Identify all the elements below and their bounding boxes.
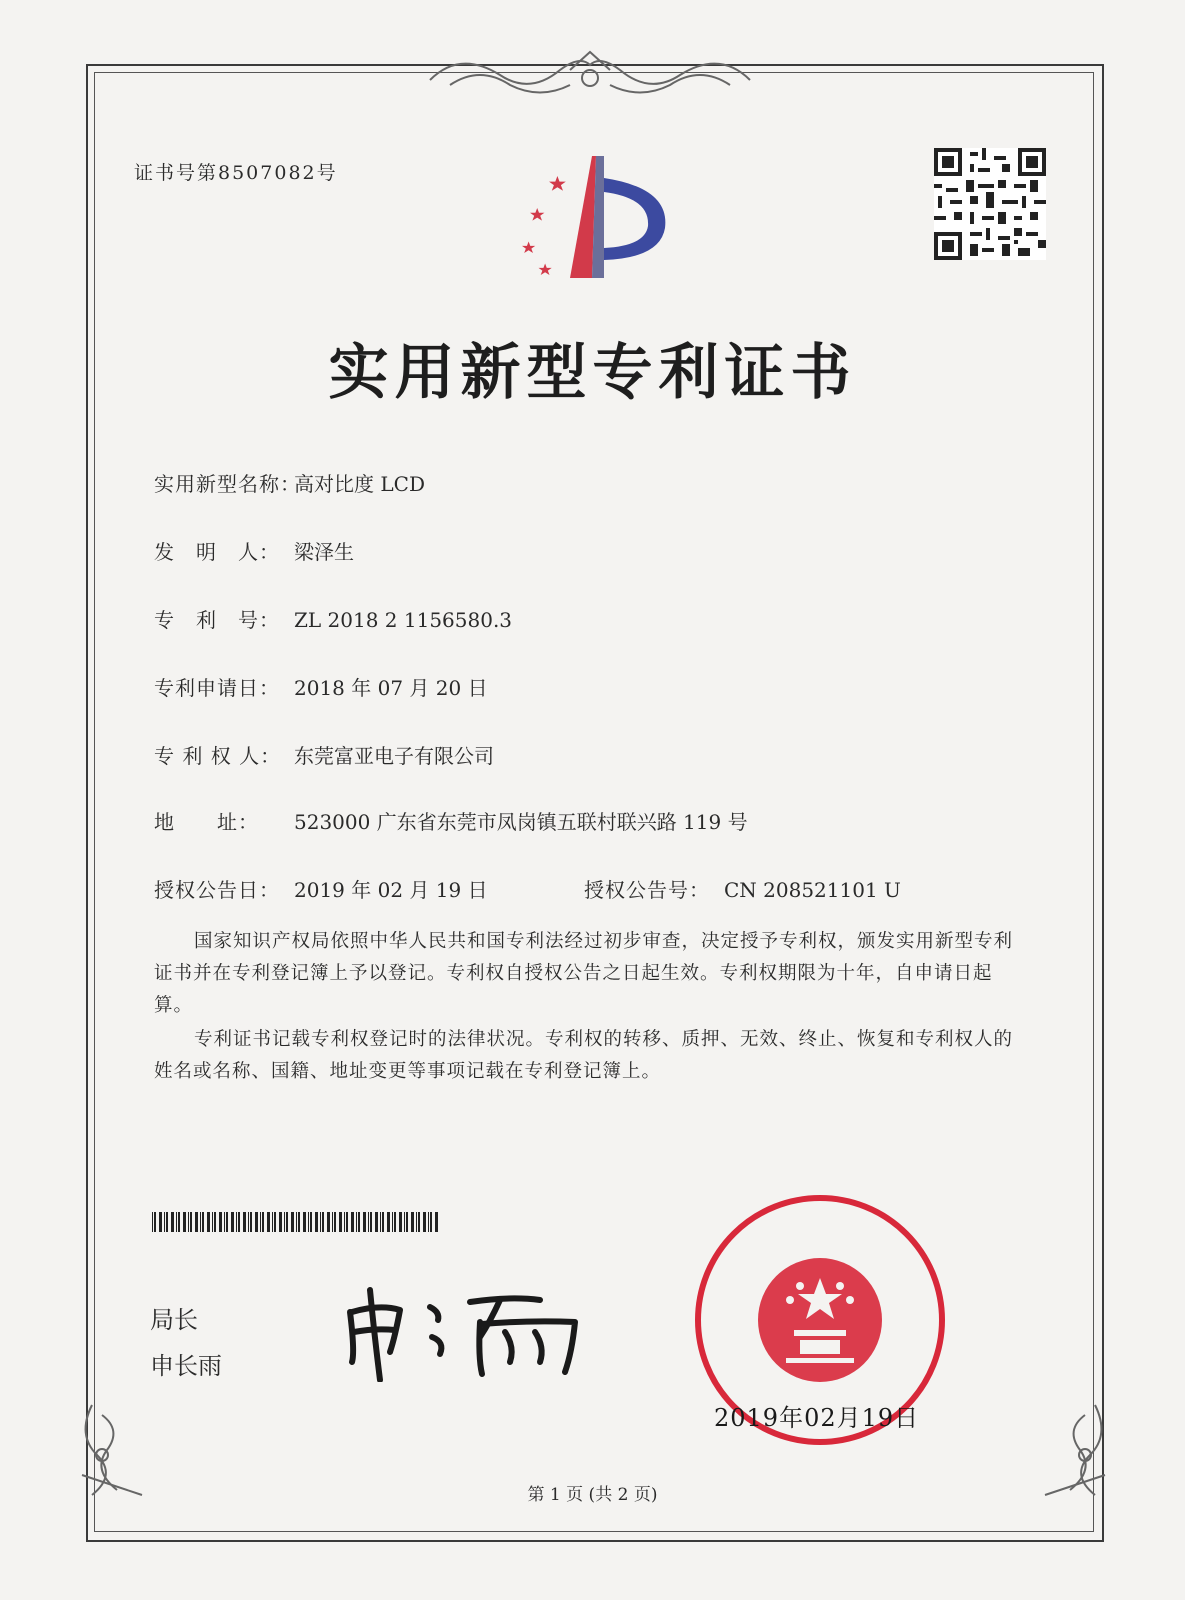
field-grant-number	[584, 874, 901, 903]
handwritten-signature	[340, 1282, 590, 1382]
barcode-bar	[363, 1212, 366, 1232]
barcode-bar	[195, 1212, 198, 1232]
barcode-bar	[286, 1212, 288, 1232]
barcode-bar	[298, 1212, 300, 1232]
barcode-bar	[344, 1212, 345, 1232]
barcode-bar	[171, 1212, 174, 1232]
barcode-bar	[164, 1212, 165, 1232]
field-utility-model-name	[154, 468, 425, 497]
barcode-bar	[418, 1212, 420, 1232]
barcode-bar	[202, 1212, 204, 1232]
field-filing-date	[154, 672, 488, 701]
barcode-bar	[183, 1212, 186, 1232]
field-patentee	[154, 740, 494, 769]
barcode-bar	[250, 1212, 252, 1232]
field-patent-number	[154, 604, 512, 633]
field-label: 地 址：	[154, 810, 259, 834]
barcode-bar	[322, 1212, 324, 1232]
barcode-bar	[236, 1212, 237, 1232]
barcode-bar	[356, 1212, 357, 1232]
field-label: 专 利 号：	[154, 608, 280, 632]
certificate-number: 证书号第8507082号	[134, 162, 338, 184]
barcode-bar	[255, 1212, 258, 1232]
barcode-bar	[231, 1212, 234, 1232]
field-value: 2019 年 02 月 19 日	[294, 878, 488, 902]
barcode-bar	[358, 1212, 360, 1232]
barcode-bar	[428, 1212, 429, 1232]
field-value: 523000 广东省东莞市凤岗镇五联村联兴路 119 号	[294, 810, 748, 834]
field-label: 授权公告日：	[154, 878, 280, 902]
barcode-bar	[416, 1212, 417, 1232]
barcode-bar	[224, 1212, 225, 1232]
qr-code-icon	[934, 148, 1046, 260]
field-address	[154, 806, 748, 835]
barcode-bar	[327, 1212, 330, 1232]
barcode-bar	[303, 1212, 306, 1232]
field-value: 高对比度 LCD	[294, 472, 425, 496]
barcode-bar	[346, 1212, 348, 1232]
field-label: 授权公告号：	[584, 878, 710, 902]
barcode-bar	[214, 1212, 216, 1232]
official-name: 申长雨	[150, 1352, 222, 1380]
barcode-bar	[351, 1212, 354, 1232]
barcode-bar	[200, 1212, 201, 1232]
barcode-bar	[430, 1212, 432, 1232]
field-label: 实用新型名称：	[154, 472, 301, 496]
barcode-bar	[423, 1212, 426, 1232]
barcode-bar	[380, 1212, 381, 1232]
barcode-bar	[368, 1212, 369, 1232]
field-value: 2018 年 07 月 20 日	[294, 676, 488, 700]
barcode-bar	[404, 1212, 405, 1232]
field-value: ZL 2018 2 1156580.3	[294, 608, 513, 632]
barcode-bar	[392, 1212, 393, 1232]
barcode-bar	[159, 1212, 162, 1232]
barcode-bar	[248, 1212, 249, 1232]
field-label: 发 明 人：	[154, 540, 280, 564]
cnipa-logo-icon	[500, 148, 680, 288]
field-inventor	[154, 536, 354, 565]
barcode-bar	[166, 1212, 168, 1232]
seal-date: 2019年02月19日	[714, 1404, 920, 1432]
barcode-bar	[279, 1212, 282, 1232]
field-value: CN 208521101 U	[724, 878, 901, 902]
barcode-bar	[394, 1212, 396, 1232]
field-label: 专 利 权 人：	[154, 744, 282, 768]
barcode-bar	[332, 1212, 333, 1232]
barcode-bar	[262, 1212, 264, 1232]
barcode-bar	[176, 1212, 177, 1232]
barcode-bar	[226, 1212, 228, 1232]
barcode-bar	[435, 1212, 438, 1232]
barcode-bar	[243, 1212, 246, 1232]
page-number: 第 1 页 (共 2 页)	[527, 1485, 658, 1505]
barcode-bar	[334, 1212, 336, 1232]
field-value: 梁泽生	[294, 540, 354, 564]
barcode-bar	[274, 1212, 276, 1232]
field-label: 专利申请日：	[154, 676, 280, 700]
barcode-bar	[320, 1212, 321, 1232]
top-ornament-icon	[420, 40, 760, 110]
barcode-bar	[370, 1212, 372, 1232]
barcode-bar	[154, 1212, 156, 1232]
barcode-bar	[375, 1212, 378, 1232]
barcode-bar	[406, 1212, 408, 1232]
barcode-bar	[267, 1212, 270, 1232]
official-role: 局长	[150, 1306, 198, 1334]
barcode-bar	[238, 1212, 240, 1232]
barcode-bar	[207, 1212, 210, 1232]
barcode-bar	[190, 1212, 192, 1232]
barcode-icon	[152, 1212, 442, 1232]
barcode-bar	[291, 1212, 294, 1232]
field-value: 东莞富亚电子有限公司	[294, 744, 494, 768]
barcode-bar	[382, 1212, 384, 1232]
barcode-bar	[315, 1212, 318, 1232]
legal-paragraph-1: 国家知识产权局依照中华人民共和国专利法经过初步审查，决定授予专利权，颁发实用新型专利证书并在专利登记簿上予以登记。专利权自授权公告之日起生效。专利权期限为十年，自申请日起算。	[154, 931, 1014, 1016]
field-grant-date	[154, 874, 488, 903]
barcode-bar	[272, 1212, 273, 1232]
barcode-bar	[178, 1212, 180, 1232]
barcode-bar	[296, 1212, 297, 1232]
barcode-bar	[411, 1212, 414, 1232]
barcode-bar	[339, 1212, 342, 1232]
barcode-bar	[260, 1212, 261, 1232]
barcode-bar	[308, 1212, 309, 1232]
certificate-title: 实用新型专利证书	[328, 338, 857, 408]
legal-paragraph-2: 专利证书记载专利权登记时的法律状况。专利权的转移、质押、无效、终止、恢复和专利权人的姓名或名称、国籍、地址变更等事项记载在专利登记簿上。	[154, 1029, 1014, 1082]
barcode-bar	[310, 1212, 312, 1232]
barcode-bar	[219, 1212, 222, 1232]
barcode-bar	[152, 1212, 153, 1232]
barcode-bar	[188, 1212, 189, 1232]
barcode-bar	[387, 1212, 390, 1232]
barcode-bar	[284, 1212, 285, 1232]
barcode-bar	[399, 1212, 402, 1232]
barcode-bar	[212, 1212, 213, 1232]
